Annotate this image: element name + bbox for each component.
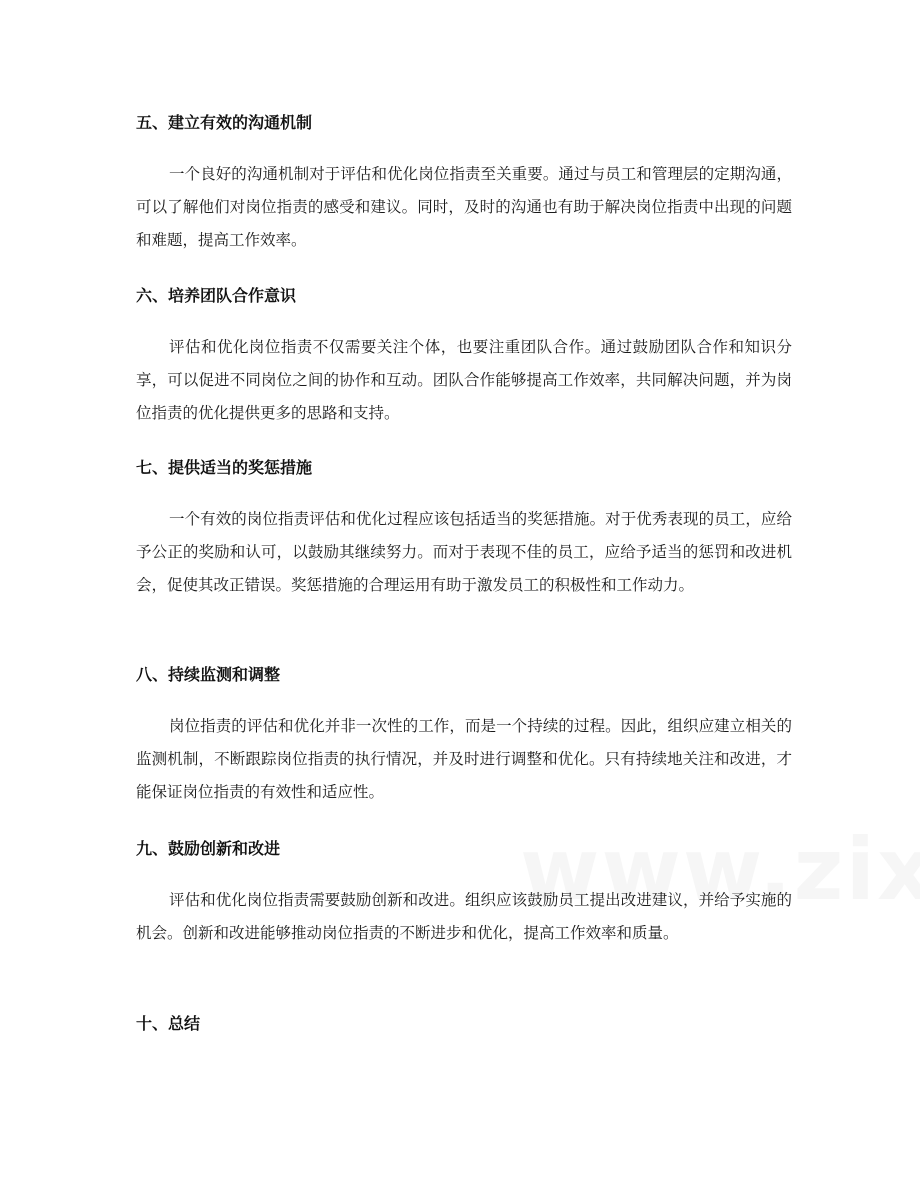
section-heading: 五、建立有效的沟通机制 [136, 113, 313, 132]
section-rewards [136, 457, 792, 602]
section-paragraph: 评估和优化岗位指责不仅需要关注个体，也要注重团队合作。通过鼓励团队合作和知识分享，可以促进不同岗位之间的协作和互动。团队合作能够提高工作效率，共同解决问题，并为岗位指责的优化提供更多的思路和支持。 [136, 338, 792, 422]
section-heading: 八、持续监测和调整 [136, 665, 281, 684]
section-monitoring [136, 664, 792, 809]
section-heading: 九、鼓励创新和改进 [136, 839, 281, 858]
section-teamwork [136, 285, 792, 430]
section-paragraph: 评估和优化岗位指责需要鼓励创新和改进。组织应该鼓励员工提出改进建议，并给予实施的机会。创新和改进能够推动岗位指责的不断进步和优化，提高工作效率和质量。 [136, 891, 792, 942]
section-paragraph: 一个有效的岗位指责评估和优化过程应该包括适当的奖惩措施。对于优秀表现的员工，应给予公正的奖励和认可，以鼓励其继续努力。而对于表现不佳的员工，应给予适当的惩罚和改进机会，促使其改正错误。奖惩措施的合理运用有助于激发员工的积极性和工作动力。 [136, 510, 792, 594]
section-paragraph: 岗位指责的评估和优化并非一次性的工作，而是一个持续的过程。因此，组织应建立相关的监测机制，不断跟踪岗位指责的执行情况，并及时进行调整和优化。只有持续地关注和改进，才能保证岗位指责的有效性和适应性。 [136, 717, 792, 801]
section-heading: 十、总结 [136, 1014, 201, 1033]
section-communication [136, 112, 792, 257]
section-heading: 六、培养团队合作意识 [136, 286, 297, 305]
section-heading: 七、提供适当的奖惩措施 [136, 458, 313, 477]
section-innovation [136, 838, 792, 950]
section-summary [136, 1013, 792, 1035]
section-paragraph: 一个良好的沟通机制对于评估和优化岗位指责至关重要。通过与员工和管理层的定期沟通，可以了解他们对岗位指责的感受和建议。同时，及时的沟通也有助于解决岗位指责中出现的问题和难题，提高工作效率。 [136, 165, 792, 249]
